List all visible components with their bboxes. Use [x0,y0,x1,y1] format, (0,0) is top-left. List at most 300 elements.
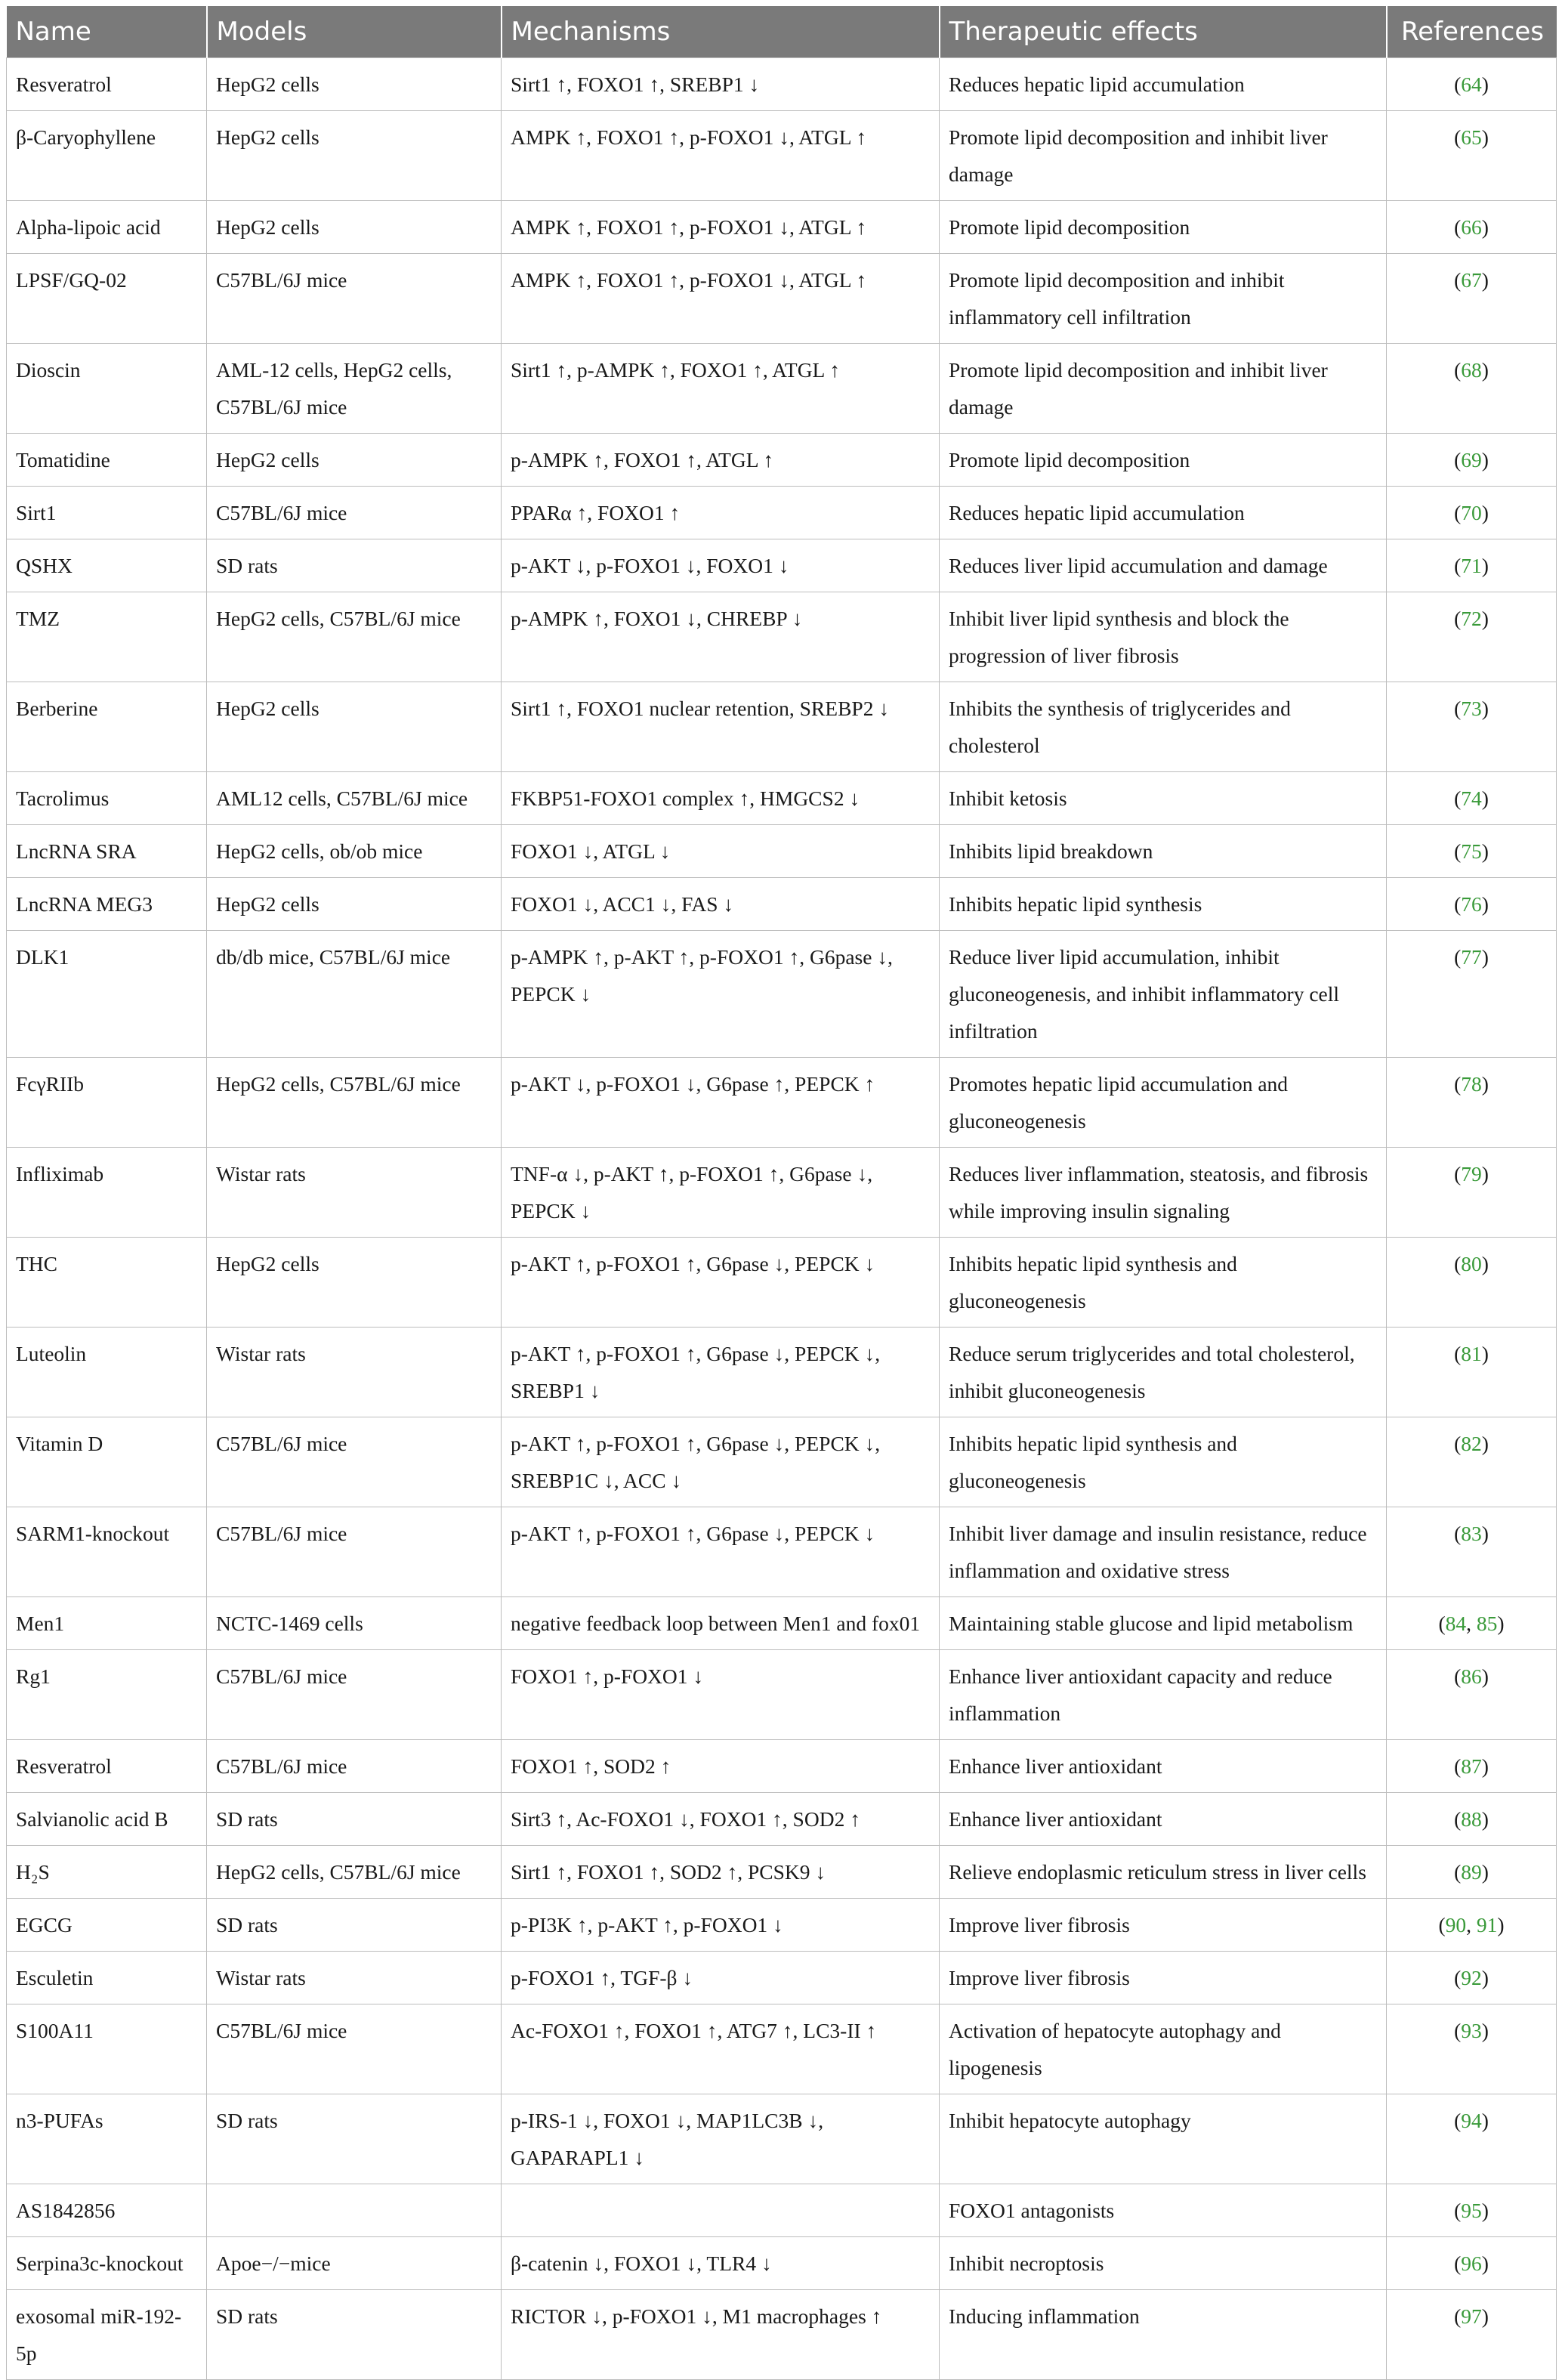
table-row [7,1148,1557,1238]
cell-models: HepG2 cells, C57BL/6J mice [207,1058,502,1148]
cell-references [1387,1058,1557,1148]
reference-link[interactable]: 75 [1461,839,1482,863]
cell-references [1387,1846,1557,1899]
cell-mechanisms [502,2184,940,2237]
cell-references [1387,1899,1557,1952]
cell-name: Luteolin [7,1328,207,1417]
reference-open-paren: ( [1454,215,1462,239]
reference-separator: , [1466,1612,1477,1635]
reference-link[interactable]: 85 [1476,1612,1498,1635]
cell-name: QSHX [7,539,207,592]
cell-mechanisms: p-FOXO1 ↑, TGF-β ↓ [502,1952,940,2004]
cell-therapeutic-effects: Inducing inflammation [940,2290,1387,2380]
reference-link[interactable]: 81 [1461,1342,1482,1365]
cell-references [1387,487,1557,539]
cell-mechanisms: p-IRS-1 ↓, FOXO1 ↓, MAP1LC3B ↓, GAPARAPL1 ↓ [502,2094,940,2184]
table-row [7,682,1557,772]
cell-models: C57BL/6J mice [207,1740,502,1793]
reference-close-paren: ) [1497,1612,1505,1635]
cell-therapeutic-effects: Activation of hepatocyte autophagy and lipogenesis [940,2004,1387,2094]
table-row [7,1952,1557,2004]
reference-close-paren: ) [1481,787,1489,810]
cell-mechanisms: p-AKT ↓, p-FOXO1 ↓, G6pase ↑, PEPCK ↑ [502,1058,940,1148]
reference-link[interactable]: 83 [1461,1522,1482,1545]
cell-references [1387,1507,1557,1597]
reference-close-paren: ) [1481,215,1489,239]
table-row [7,1417,1557,1507]
cell-mechanisms: RICTOR ↓, p-FOXO1 ↓, M1 macrophages ↑ [502,2290,940,2380]
cell-references [1387,1597,1557,1650]
cell-name: Sirt1 [7,487,207,539]
table-row [7,2290,1557,2380]
cell-therapeutic-effects: Inhibit necroptosis [940,2237,1387,2290]
cell-mechanisms: Sirt1 ↑, FOXO1 nuclear retention, SREBP2 ↓ [502,682,940,772]
cell-name: FcγRIIb [7,1058,207,1148]
reference-open-paren: ( [1454,1252,1462,1275]
cell-therapeutic-effects: Inhibit liver damage and insulin resistance, reduce inflammation and oxidative stress [940,1507,1387,1597]
table-row [7,1740,1557,1793]
header-therapeutic-effects: Therapeutic effects [940,6,1387,58]
cell-name: S100A11 [7,2004,207,2094]
cell-models: AML12 cells, C57BL/6J mice [207,772,502,825]
cell-models: db/db mice, C57BL/6J mice [207,931,502,1058]
reference-close-paren: ) [1481,607,1489,630]
cell-models: NCTC-1469 cells [207,1597,502,1650]
cell-therapeutic-effects: Improve liver fibrosis [940,1899,1387,1952]
table-row [7,1650,1557,1740]
table-row [7,931,1557,1058]
cell-references [1387,254,1557,344]
cell-mechanisms: β-catenin ↓, FOXO1 ↓, TLR4 ↓ [502,2237,940,2290]
cell-references [1387,931,1557,1058]
cell-references [1387,825,1557,878]
table-row [7,2237,1557,2290]
cell-name: Tomatidine [7,434,207,487]
cell-references [1387,58,1557,111]
cell-references [1387,772,1557,825]
reference-close-paren: ) [1481,1860,1489,1884]
reference-link[interactable]: 70 [1461,501,1482,524]
cell-models: SD rats [207,1793,502,1846]
reference-link[interactable]: 64 [1461,73,1482,96]
reference-open-paren: ( [1454,73,1462,96]
reference-close-paren: ) [1481,2019,1489,2042]
cell-models: HepG2 cells [207,111,502,201]
header-mechanisms: Mechanisms [502,6,940,58]
cell-name: TMZ [7,592,207,682]
cell-models: Wistar rats [207,1328,502,1417]
reference-close-paren: ) [1481,1966,1489,1989]
cell-name: β-Caryophyllene [7,111,207,201]
cell-name: H₂S [7,1846,207,1899]
reference-close-paren: ) [1481,2252,1489,2275]
cell-name: exosomal miR-192-5p [7,2290,207,2380]
cell-mechanisms: AMPK ↑, FOXO1 ↑, p-FOXO1 ↓, ATGL ↑ [502,111,940,201]
cell-therapeutic-effects: Maintaining stable glucose and lipid metabolism [940,1597,1387,1650]
reference-open-paren: ( [1454,554,1462,577]
cell-name: LncRNA SRA [7,825,207,878]
reference-open-paren: ( [1454,1807,1462,1831]
cell-references [1387,878,1557,931]
header-models: Models [207,6,502,58]
reference-open-paren: ( [1454,2304,1462,2328]
reference-link[interactable]: 95 [1461,2199,1482,2222]
cell-models: C57BL/6J mice [207,1650,502,1740]
reference-open-paren: ( [1454,268,1462,292]
reference-close-paren: ) [1481,1162,1489,1185]
cell-models: HepG2 cells, C57BL/6J mice [207,592,502,682]
cell-name: DLK1 [7,931,207,1058]
reference-open-paren: ( [1454,125,1462,149]
cell-models: SD rats [207,539,502,592]
reference-open-paren: ( [1454,1966,1462,1989]
cell-therapeutic-effects: Improve liver fibrosis [940,1952,1387,2004]
table-row [7,344,1557,434]
cell-mechanisms: FOXO1 ↓, ACC1 ↓, FAS ↓ [502,878,940,931]
reference-link[interactable]: 68 [1461,358,1482,382]
cell-references [1387,201,1557,254]
reference-open-paren: ( [1454,2199,1462,2222]
table-row [7,201,1557,254]
reference-link[interactable]: 89 [1461,1860,1482,1884]
reference-open-paren: ( [1454,1860,1462,1884]
reference-open-paren: ( [1454,787,1462,810]
reference-close-paren: ) [1481,2199,1489,2222]
reference-link[interactable]: 82 [1461,1432,1482,1455]
reference-link[interactable]: 79 [1461,1162,1482,1185]
cell-mechanisms: FOXO1 ↓, ATGL ↓ [502,825,940,878]
reference-close-paren: ) [1481,945,1489,969]
cell-models: SD rats [207,1899,502,1952]
cell-therapeutic-effects: Reduces hepatic lipid accumulation [940,487,1387,539]
cell-mechanisms: p-AMPK ↑, p-AKT ↑, p-FOXO1 ↑, G6pase ↓, PEPCK ↓ [502,931,940,1058]
reference-close-paren: ) [1481,1807,1489,1831]
cell-name: Resveratrol [7,58,207,111]
table-row [7,434,1557,487]
reference-link[interactable]: 97 [1461,2304,1482,2328]
reference-link[interactable]: 78 [1461,1072,1482,1096]
cell-therapeutic-effects: Relieve endoplasmic reticulum stress in liver cells [940,1846,1387,1899]
cell-therapeutic-effects: Reduces hepatic lipid accumulation [940,58,1387,111]
table-row [7,1899,1557,1952]
cell-name: Dioscin [7,344,207,434]
foxo1-therapeutics-table [6,6,1557,2380]
reference-open-paren: ( [1454,839,1462,863]
table-row [7,1328,1557,1417]
reference-link[interactable]: 67 [1461,268,1482,292]
cell-name: Berberine [7,682,207,772]
cell-name: AS1842856 [7,2184,207,2237]
reference-close-paren: ) [1481,2304,1489,2328]
reference-open-paren: ( [1454,607,1462,630]
cell-mechanisms: Sirt3 ↑, Ac-FOXO1 ↓, FOXO1 ↑, SOD2 ↑ [502,1793,940,1846]
reference-link[interactable]: 69 [1461,448,1482,471]
cell-mechanisms: p-AKT ↑, p-FOXO1 ↑, G6pase ↓, PEPCK ↓, SREBP1 ↓ [502,1328,940,1417]
cell-references [1387,434,1557,487]
header-references: References [1387,6,1557,58]
cell-mechanisms: p-AMPK ↑, FOXO1 ↓, CHREBP ↓ [502,592,940,682]
cell-name: LncRNA MEG3 [7,878,207,931]
table-row [7,1058,1557,1148]
cell-models: HepG2 cells [207,1238,502,1328]
cell-therapeutic-effects: Enhance liver antioxidant capacity and reduce inflammation [940,1650,1387,1740]
cell-name: Esculetin [7,1952,207,2004]
reference-link[interactable]: 84 [1445,1612,1467,1635]
cell-therapeutic-effects: Enhance liver antioxidant [940,1740,1387,1793]
reference-open-paren: ( [1454,1522,1462,1545]
cell-models: HepG2 cells [207,58,502,111]
cell-models: SD rats [207,2290,502,2380]
table-row [7,592,1557,682]
cell-mechanisms: FKBP51-FOXO1 complex ↑, HMGCS2 ↓ [502,772,940,825]
reference-close-paren: ) [1481,554,1489,577]
cell-therapeutic-effects: Inhibits lipid breakdown [940,825,1387,878]
reference-open-paren: ( [1454,1664,1462,1688]
cell-therapeutic-effects: Reduce serum triglycerides and total cholesterol, inhibit gluconeogenesis [940,1328,1387,1417]
reference-link[interactable]: 94 [1461,2109,1482,2132]
reference-link[interactable]: 74 [1461,787,1482,810]
cell-models: HepG2 cells [207,434,502,487]
cell-name: n3-PUFAs [7,2094,207,2184]
table-row [7,1846,1557,1899]
reference-link[interactable]: 71 [1461,554,1482,577]
reference-close-paren: ) [1481,73,1489,96]
reference-link[interactable]: 80 [1461,1252,1482,1275]
reference-open-paren: ( [1454,2252,1462,2275]
reference-link[interactable]: 90 [1445,1913,1467,1936]
reference-open-paren: ( [1438,1913,1446,1936]
cell-mechanisms: Sirt1 ↑, FOXO1 ↑, SREBP1 ↓ [502,58,940,111]
cell-name: Tacrolimus [7,772,207,825]
cell-therapeutic-effects: Inhibits the synthesis of triglycerides and cholesterol [940,682,1387,772]
cell-models: HepG2 cells [207,878,502,931]
cell-references [1387,2004,1557,2094]
cell-name: Rg1 [7,1650,207,1740]
cell-name: THC [7,1238,207,1328]
cell-mechanisms: p-AKT ↑, p-FOXO1 ↑, G6pase ↓, PEPCK ↓, SREBP1C ↓, ACC ↓ [502,1417,940,1507]
cell-models: HepG2 cells, ob/ob mice [207,825,502,878]
reference-close-paren: ) [1481,448,1489,471]
cell-name: Serpina3c-knockout [7,2237,207,2290]
reference-close-paren: ) [1481,1754,1489,1778]
cell-mechanisms: Sirt1 ↑, FOXO1 ↑, SOD2 ↑, PCSK9 ↓ [502,1846,940,1899]
cell-references [1387,1238,1557,1328]
cell-therapeutic-effects: Inhibit hepatocyte autophagy [940,2094,1387,2184]
table-row [7,1507,1557,1597]
cell-mechanisms: AMPK ↑, FOXO1 ↑, p-FOXO1 ↓, ATGL ↑ [502,254,940,344]
cell-therapeutic-effects: Promote lipid decomposition and inhibit liver damage [940,111,1387,201]
reference-open-paren: ( [1438,1612,1446,1635]
reference-close-paren: ) [1481,2109,1489,2132]
reference-link[interactable]: 92 [1461,1966,1482,1989]
table-row [7,878,1557,931]
cell-therapeutic-effects: Inhibit ketosis [940,772,1387,825]
reference-close-paren: ) [1497,1913,1505,1936]
reference-open-paren: ( [1454,945,1462,969]
cell-mechanisms: TNF-α ↓, p-AKT ↑, p-FOXO1 ↑, G6pase ↓, PEPCK ↓ [502,1148,940,1238]
cell-mechanisms: PPARα ↑, FOXO1 ↑ [502,487,940,539]
cell-references [1387,2184,1557,2237]
table-row [7,539,1557,592]
cell-mechanisms: FOXO1 ↑, p-FOXO1 ↓ [502,1650,940,1740]
cell-models: HepG2 cells [207,201,502,254]
header-row [7,6,1557,58]
cell-references [1387,2290,1557,2380]
reference-link[interactable]: 77 [1461,945,1482,969]
cell-references [1387,344,1557,434]
reference-close-paren: ) [1481,1252,1489,1275]
cell-models: Wistar rats [207,1952,502,2004]
reference-close-paren: ) [1481,697,1489,720]
reference-close-paren: ) [1481,358,1489,382]
cell-references [1387,1328,1557,1417]
cell-name: Alpha-lipoic acid [7,201,207,254]
cell-therapeutic-effects: Inhibits hepatic lipid synthesis and gluconeogenesis [940,1238,1387,1328]
cell-models: C57BL/6J mice [207,487,502,539]
cell-models: C57BL/6J mice [207,1507,502,1597]
cell-references [1387,111,1557,201]
cell-mechanisms: AMPK ↑, FOXO1 ↑, p-FOXO1 ↓, ATGL ↑ [502,201,940,254]
table-row [7,1238,1557,1328]
cell-mechanisms: Sirt1 ↑, p-AMPK ↑, FOXO1 ↑, ATGL ↑ [502,344,940,434]
reference-close-paren: ) [1481,1522,1489,1545]
table-row [7,2184,1557,2237]
reference-open-paren: ( [1454,1342,1462,1365]
cell-therapeutic-effects: Enhance liver antioxidant [940,1793,1387,1846]
reference-open-paren: ( [1454,501,1462,524]
cell-therapeutic-effects: Inhibits hepatic lipid synthesis [940,878,1387,931]
cell-references [1387,539,1557,592]
reference-open-paren: ( [1454,358,1462,382]
reference-link[interactable]: 76 [1461,892,1482,916]
reference-link[interactable]: 65 [1461,125,1482,149]
table-row [7,1597,1557,1650]
cell-references [1387,1740,1557,1793]
cell-therapeutic-effects: Promote lipid decomposition and inhibit liver damage [940,344,1387,434]
reference-open-paren: ( [1454,1432,1462,1455]
reference-close-paren: ) [1481,501,1489,524]
cell-mechanisms: negative feedback loop between Men1 and fox01 [502,1597,940,1650]
cell-references [1387,682,1557,772]
reference-open-paren: ( [1454,1162,1462,1185]
reference-close-paren: ) [1481,839,1489,863]
table-row [7,254,1557,344]
cell-mechanisms: p-PI3K ↑, p-AKT ↑, p-FOXO1 ↓ [502,1899,940,1952]
table-row [7,2004,1557,2094]
cell-mechanisms: FOXO1 ↑, SOD2 ↑ [502,1740,940,1793]
cell-mechanisms: p-AMPK ↑, FOXO1 ↑, ATGL ↑ [502,434,940,487]
cell-mechanisms: Ac-FOXO1 ↑, FOXO1 ↑, ATG7 ↑, LC3-II ↑ [502,2004,940,2094]
header-name: Name [7,6,207,58]
reference-link[interactable]: 72 [1461,607,1482,630]
cell-therapeutic-effects: FOXO1 antagonists [940,2184,1387,2237]
cell-therapeutic-effects: Reduces liver lipid accumulation and damage [940,539,1387,592]
cell-name: EGCG [7,1899,207,1952]
cell-models: HepG2 cells, C57BL/6J mice [207,1846,502,1899]
cell-therapeutic-effects: Reduce liver lipid accumulation, inhibit gluconeogenesis, and inhibit inflammatory cell infiltration [940,931,1387,1058]
cell-mechanisms: p-AKT ↑, p-FOXO1 ↑, G6pase ↓, PEPCK ↓ [502,1238,940,1328]
cell-references [1387,1417,1557,1507]
reference-link[interactable]: 66 [1461,215,1482,239]
reference-link[interactable]: 86 [1461,1664,1482,1688]
cell-models: HepG2 cells [207,682,502,772]
reference-open-paren: ( [1454,1754,1462,1778]
cell-name: Vitamin D [7,1417,207,1507]
cell-models: AML-12 cells, HepG2 cells, C57BL/6J mice [207,344,502,434]
reference-link[interactable]: 93 [1461,2019,1482,2042]
reference-close-paren: ) [1481,268,1489,292]
table-row [7,825,1557,878]
reference-close-paren: ) [1481,125,1489,149]
reference-close-paren: ) [1481,1342,1489,1365]
cell-therapeutic-effects: Promote lipid decomposition [940,201,1387,254]
cell-models [207,2184,502,2237]
table-row [7,2094,1557,2184]
cell-therapeutic-effects: Promote lipid decomposition [940,434,1387,487]
cell-references [1387,1952,1557,2004]
reference-open-paren: ( [1454,697,1462,720]
reference-link[interactable]: 87 [1461,1754,1482,1778]
cell-mechanisms: p-AKT ↑, p-FOXO1 ↑, G6pase ↓, PEPCK ↓ [502,1507,940,1597]
reference-close-paren: ) [1481,1432,1489,1455]
reference-link[interactable]: 73 [1461,697,1482,720]
cell-references [1387,1148,1557,1238]
reference-open-paren: ( [1454,2109,1462,2132]
cell-name: Men1 [7,1597,207,1650]
table-row [7,487,1557,539]
reference-link[interactable]: 91 [1476,1913,1498,1936]
cell-mechanisms: p-AKT ↓, p-FOXO1 ↓, FOXO1 ↓ [502,539,940,592]
cell-therapeutic-effects: Inhibits hepatic lipid synthesis and gluconeogenesis [940,1417,1387,1507]
cell-models: Apoe−/−mice [207,2237,502,2290]
reference-link[interactable]: 96 [1461,2252,1482,2275]
reference-open-paren: ( [1454,448,1462,471]
cell-therapeutic-effects: Reduces liver inflammation, steatosis, and fibrosis while improving insulin signaling [940,1148,1387,1238]
table-row [7,1793,1557,1846]
cell-therapeutic-effects: Promote lipid decomposition and inhibit inflammatory cell infiltration [940,254,1387,344]
cell-models: SD rats [207,2094,502,2184]
reference-separator: , [1466,1913,1477,1936]
cell-references [1387,592,1557,682]
cell-models: C57BL/6J mice [207,2004,502,2094]
reference-close-paren: ) [1481,1072,1489,1096]
cell-models: C57BL/6J mice [207,1417,502,1507]
cell-therapeutic-effects: Inhibit liver lipid synthesis and block the progression of liver fibrosis [940,592,1387,682]
reference-open-paren: ( [1454,892,1462,916]
table-row [7,58,1557,111]
cell-references [1387,1793,1557,1846]
cell-therapeutic-effects: Promotes hepatic lipid accumulation and gluconeogenesis [940,1058,1387,1148]
cell-references [1387,2094,1557,2184]
cell-models: C57BL/6J mice [207,254,502,344]
cell-models: Wistar rats [207,1148,502,1238]
table-body [7,58,1557,2380]
cell-name: LPSF/GQ-02 [7,254,207,344]
table-row [7,111,1557,201]
cell-name: Resveratrol [7,1740,207,1793]
reference-link[interactable]: 88 [1461,1807,1482,1831]
reference-open-paren: ( [1454,1072,1462,1096]
table-row [7,772,1557,825]
cell-references [1387,1650,1557,1740]
reference-close-paren: ) [1481,892,1489,916]
cell-references [1387,2237,1557,2290]
cell-name: SARM1-knockout [7,1507,207,1597]
reference-open-paren: ( [1454,2019,1462,2042]
cell-name: Salvianolic acid B [7,1793,207,1846]
table-header [7,6,1557,58]
reference-close-paren: ) [1481,1664,1489,1688]
